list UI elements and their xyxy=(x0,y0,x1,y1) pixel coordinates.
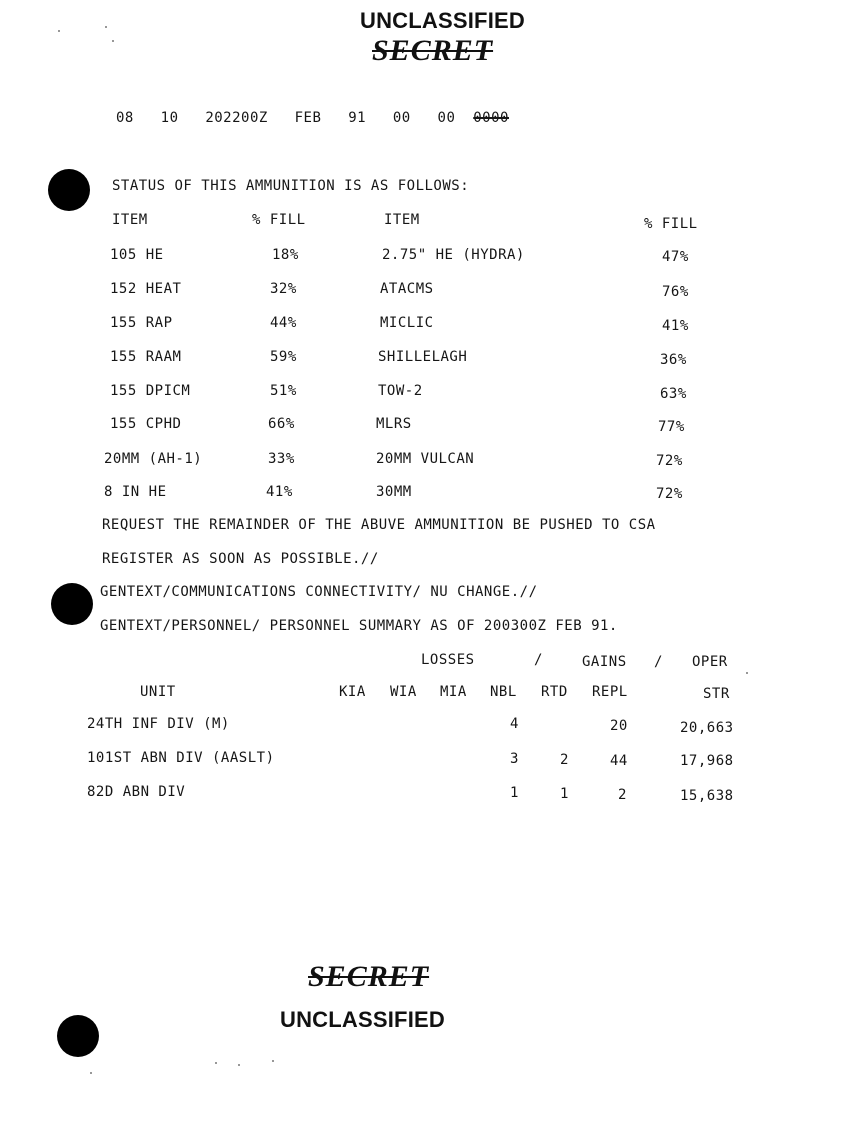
header-part2: 10 xyxy=(160,110,179,126)
ammo-left-item: 155 RAAM xyxy=(110,349,182,365)
ammo-left-item: 8 IN HE xyxy=(104,484,167,500)
ammo-left-item: 105 HE xyxy=(110,247,164,263)
personnel-row-rtd: 1 xyxy=(560,786,569,802)
ammo-right-item: TOW-2 xyxy=(378,383,423,399)
group-header-slash-2: / xyxy=(654,654,663,670)
personnel-row-repl: 44 xyxy=(610,753,628,769)
ammo-col-item: ITEM xyxy=(112,212,148,228)
personnel-row-str: 15,638 xyxy=(680,788,734,804)
ammo-col-item-2: ITEM xyxy=(384,212,420,228)
personnel-row-unit: 101ST ABN DIV (AASLT) xyxy=(87,750,275,766)
scan-speck xyxy=(272,1060,274,1062)
group-header-oper: OPER xyxy=(692,654,728,670)
personnel-row-rtd: 2 xyxy=(560,752,569,768)
scan-speck xyxy=(746,672,748,674)
personnel-row-unit: 24TH INF DIV (M) xyxy=(87,716,230,732)
personnel-row-str: 17,968 xyxy=(680,753,734,769)
col-header-mia: MIA xyxy=(440,684,467,700)
col-header-rtd: RTD xyxy=(541,684,568,700)
ammo-left-fill: 32% xyxy=(270,281,297,297)
top-secret-marking-struck: SECRET xyxy=(372,34,494,67)
ammo-left-item: 155 RAP xyxy=(110,315,173,331)
ammo-right-fill: 47% xyxy=(662,249,689,265)
col-header-nbl: NBL xyxy=(490,684,517,700)
personnel-row-nbl: 4 xyxy=(510,716,519,732)
ammo-left-item: 20MM (AH-1) xyxy=(104,451,203,467)
ammo-right-fill: 41% xyxy=(662,318,689,334)
header-year: 91 xyxy=(348,110,367,126)
request-line-2: REGISTER AS SOON AS POSSIBLE.// xyxy=(102,551,379,567)
ammo-left-fill: 66% xyxy=(268,416,295,432)
ammo-left-fill: 59% xyxy=(270,349,297,365)
group-header-losses: LOSSES xyxy=(421,652,475,668)
ammo-left-item: 155 DPICM xyxy=(110,383,191,399)
gentext-personnel: GENTEXT/PERSONNEL/ PERSONNEL SUMMARY AS OF 200300Z FEB 91. xyxy=(100,618,618,634)
request-line-1: REQUEST THE REMAINDER OF THE ABUVE AMMUNITION BE PUSHED TO CSA xyxy=(102,517,656,533)
header-struck-field: 0000 xyxy=(473,110,509,126)
ammo-left-fill: 41% xyxy=(266,484,293,500)
ammo-right-fill: 36% xyxy=(660,352,687,368)
ammo-right-item: 30MM xyxy=(376,484,412,500)
gentext-communications: GENTEXT/COMMUNICATIONS CONNECTIVITY/ NU CHANGE.// xyxy=(100,584,538,600)
ammo-right-item: SHILLELAGH xyxy=(378,349,468,365)
scan-speck xyxy=(112,40,114,42)
header-dtg: 202200Z xyxy=(205,110,268,126)
punch-hole-middle xyxy=(51,583,93,625)
ammo-col-fill: % FILL xyxy=(252,212,306,228)
personnel-row-repl: 20 xyxy=(610,718,628,734)
ammo-col-fill-2: % FILL xyxy=(644,216,698,232)
ammo-left-fill: 18% xyxy=(272,247,299,263)
header-field2: 00 xyxy=(437,110,456,126)
header-month: FEB xyxy=(294,110,322,126)
ammo-right-fill: 63% xyxy=(660,386,687,402)
ammo-right-fill: 72% xyxy=(656,486,683,502)
personnel-row-nbl: 1 xyxy=(510,785,519,801)
scan-speck xyxy=(215,1062,217,1064)
message-header-line xyxy=(116,110,509,126)
group-header-gains: GAINS xyxy=(582,654,627,670)
scan-speck xyxy=(58,30,60,32)
ammo-right-item: MLRS xyxy=(376,416,412,432)
bottom-unclassified-marking: UNCLASSIFIED xyxy=(280,1007,445,1032)
personnel-row-nbl: 3 xyxy=(510,751,519,767)
ammo-right-item: ATACMS xyxy=(380,281,434,297)
ammo-left-fill: 33% xyxy=(268,451,295,467)
punch-hole-top xyxy=(48,169,90,211)
ammo-left-fill: 44% xyxy=(270,315,297,331)
scan-speck xyxy=(105,26,107,28)
col-header-str: STR xyxy=(703,686,730,702)
bottom-secret-marking-struck: SECRET xyxy=(308,960,430,993)
ammo-right-item: MICLIC xyxy=(380,315,434,331)
personnel-row-repl: 2 xyxy=(618,787,627,803)
group-header-slash-1: / xyxy=(534,652,543,668)
ammo-right-fill: 76% xyxy=(662,284,689,300)
ammo-left-fill: 51% xyxy=(270,383,297,399)
personnel-row-unit: 82D ABN DIV xyxy=(87,784,186,800)
col-header-repl: REPL xyxy=(592,684,628,700)
header-part1: 08 xyxy=(116,110,134,126)
scan-speck xyxy=(238,1064,240,1066)
ammo-right-item: 2.75" HE (HYDRA) xyxy=(382,247,525,263)
top-unclassified-marking: UNCLASSIFIED xyxy=(360,8,525,33)
ammo-right-item: 20MM VULCAN xyxy=(376,451,475,467)
scan-speck xyxy=(90,1072,92,1074)
ammo-right-fill: 72% xyxy=(656,453,683,469)
punch-hole-bottom xyxy=(57,1015,99,1057)
ammo-left-item: 152 HEAT xyxy=(110,281,182,297)
col-header-kia: KIA xyxy=(339,684,366,700)
ammo-left-item: 155 CPHD xyxy=(110,416,182,432)
personnel-row-str: 20,663 xyxy=(680,720,734,736)
header-field1: 00 xyxy=(392,110,411,126)
ammo-right-fill: 77% xyxy=(658,419,685,435)
col-header-unit: UNIT xyxy=(140,684,176,700)
ammo-status-intro: STATUS OF THIS AMMUNITION IS AS FOLLOWS: xyxy=(112,178,470,194)
col-header-wia: WIA xyxy=(390,684,417,700)
